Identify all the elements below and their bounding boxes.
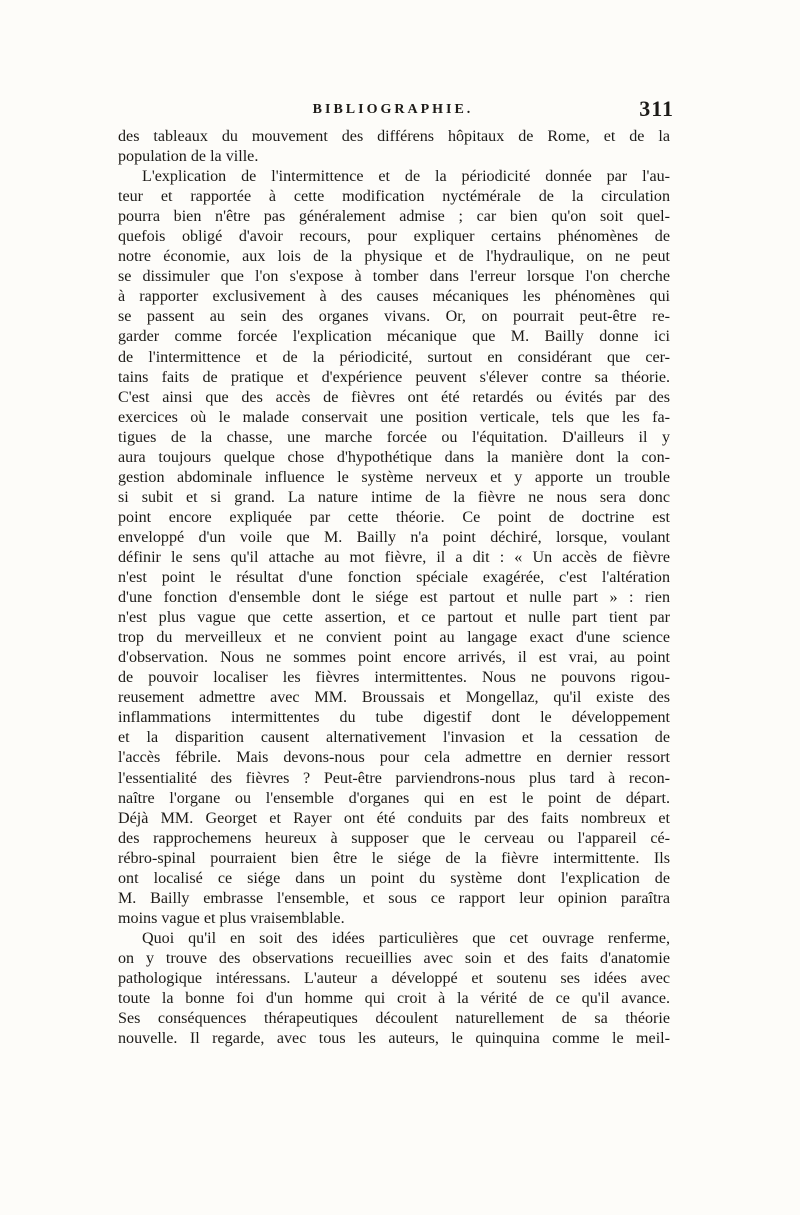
text-line: Déjà MM. Georget et Rayer ont été conduits par des faits nombreux et	[118, 809, 670, 827]
text-line: si subit et si grand. La nature intime de la fièvre ne nous sera donc	[118, 488, 670, 506]
paragraph-first-line: L'explication de l'intermittence et de la périodicité donnée par l'au-	[142, 168, 670, 186]
text-line: rébro-spinal pourraient bien être le siége de la fièvre intermittente. Ils	[118, 849, 670, 867]
text-line: nouvelle. Il regarde, avec tous les auteurs, le quinquina comme le meil-	[118, 1030, 670, 1048]
text-line: reusement admettre avec MM. Broussais et Mongellaz, qu'il existe des	[118, 689, 670, 707]
text-line: toute la bonne foi d'un homme qui croit à la vérité de ce qu'il avance.	[118, 990, 670, 1008]
text-line: tains faits de pratique et d'expérience peuvent s'élever contre sa théorie.	[118, 368, 670, 386]
text-line: d'une fonction d'ensemble dont le siége est partout et nulle part » : rien	[118, 589, 670, 607]
text-line: notre économie, aux lois de la physique et de l'hydraulique, on ne peut	[118, 248, 670, 266]
text-line: point encore expliquée par cette théorie. Ce point de doctrine est	[118, 508, 670, 526]
page-header	[112, 96, 674, 126]
text-line: de pouvoir localiser les fièvres intermittentes. Nous ne pouvons rigou-	[118, 669, 670, 687]
text-line: moins vague et plus vraisemblable.	[118, 909, 345, 927]
text-line: se passent au sein des organes vivans. Or, on pourrait peut-être re-	[118, 308, 670, 326]
text-line: des tableaux du mouvement des différens hôpitaux de Rome, et de la	[118, 128, 670, 145]
text-line: teur et rapportée à cette modification nyctémérale de la circulation	[118, 188, 670, 206]
text-line: et la disparition causent alternativement l'invasion et la cessation de	[118, 729, 670, 747]
text-line: M. Bailly embrasse l'ensemble, et sous ce rapport leur opinion paraîtra	[118, 889, 670, 907]
text-line: gestion abdominale influence le système nerveux et y apporte un trouble	[118, 468, 670, 486]
text-line: à rapporter exclusivement à des causes mécaniques les phénomènes qui	[118, 288, 670, 306]
text-line: trop du merveilleux et ne convient point au langage exact d'une science	[118, 629, 670, 647]
text-line: des rapprochemens heureux à supposer que le cerveau ou l'appareil cé-	[118, 829, 670, 847]
text-line: d'observation. Nous ne sommes point encore arrivés, il est vrai, au point	[118, 649, 670, 667]
text-line: l'essentialité des fièvres ? Peut-être parviendrons-nous plus tard à recon-	[118, 769, 670, 787]
text-line: l'accès fébrile. Mais devons-nous pour cela admettre en dernier ressort	[118, 749, 670, 767]
text-line: quefois obligé d'avoir recours, pour expliquer certains phénomènes de	[118, 228, 670, 246]
text-line: naître l'organe ou l'ensemble d'organes qui en est le point de départ.	[118, 789, 670, 807]
text-line: se dissimuler que l'on s'expose à tomber dans l'erreur lorsque l'on cherche	[118, 268, 670, 286]
text-line: enveloppé d'un voile que M. Bailly n'a point déchiré, lorsque, voulant	[118, 528, 670, 546]
paragraph-first-line: Quoi qu'il en soit des idées particulières que cet ouvrage renferme,	[142, 929, 670, 947]
text-line: pourra bien n'être pas généralement admise ; car bien qu'on soit quel-	[118, 208, 670, 226]
text-line: on y trouve des observations recueillies avec soin et des faits d'anatomie	[118, 949, 670, 967]
text-line: population de la ville.	[118, 148, 259, 166]
page-number: 311	[639, 96, 674, 121]
text-line: aura toujours quelque chose d'hypothétique dans la manière dont la con-	[118, 448, 670, 466]
text-line: n'est point le résultat d'une fonction spéciale exagérée, c'est l'altération	[118, 569, 670, 587]
text-line: n'est plus vague que cette assertion, et ce partout et nulle part tient par	[118, 609, 670, 627]
body-text	[118, 127, 670, 1049]
running-head: BIBLIOGRAPHIE.	[312, 102, 474, 117]
text-line: pathologique intéressans. L'auteur a développé et soutenu ses idées avec	[118, 969, 670, 987]
text-line: de l'intermittence et de la périodicité, surtout en considérant que cer-	[118, 348, 670, 366]
text-line: C'est ainsi que des accès de fièvres ont été retardés ou évités par des	[118, 388, 670, 406]
text-line: exercices où le malade conservait une position verticale, tels que les fa-	[118, 408, 670, 426]
text-line: définir le sens qu'il attache au mot fièvre, il a dit : « Un accès de fièvre	[118, 548, 670, 566]
text-line: inflammations intermittentes du tube digestif dont le développement	[118, 709, 670, 727]
text-line: tigues de la chasse, une marche forcée ou l'équitation. D'ailleurs il y	[118, 428, 670, 446]
text-line: Ses conséquences thérapeutiques découlent naturellement de sa théorie	[118, 1010, 670, 1028]
text-line: garder comme forcée l'explication mécanique que M. Bailly donne ici	[118, 328, 670, 346]
text-line: ont localisé ce siége dans un point du système dont l'explication de	[118, 869, 670, 887]
